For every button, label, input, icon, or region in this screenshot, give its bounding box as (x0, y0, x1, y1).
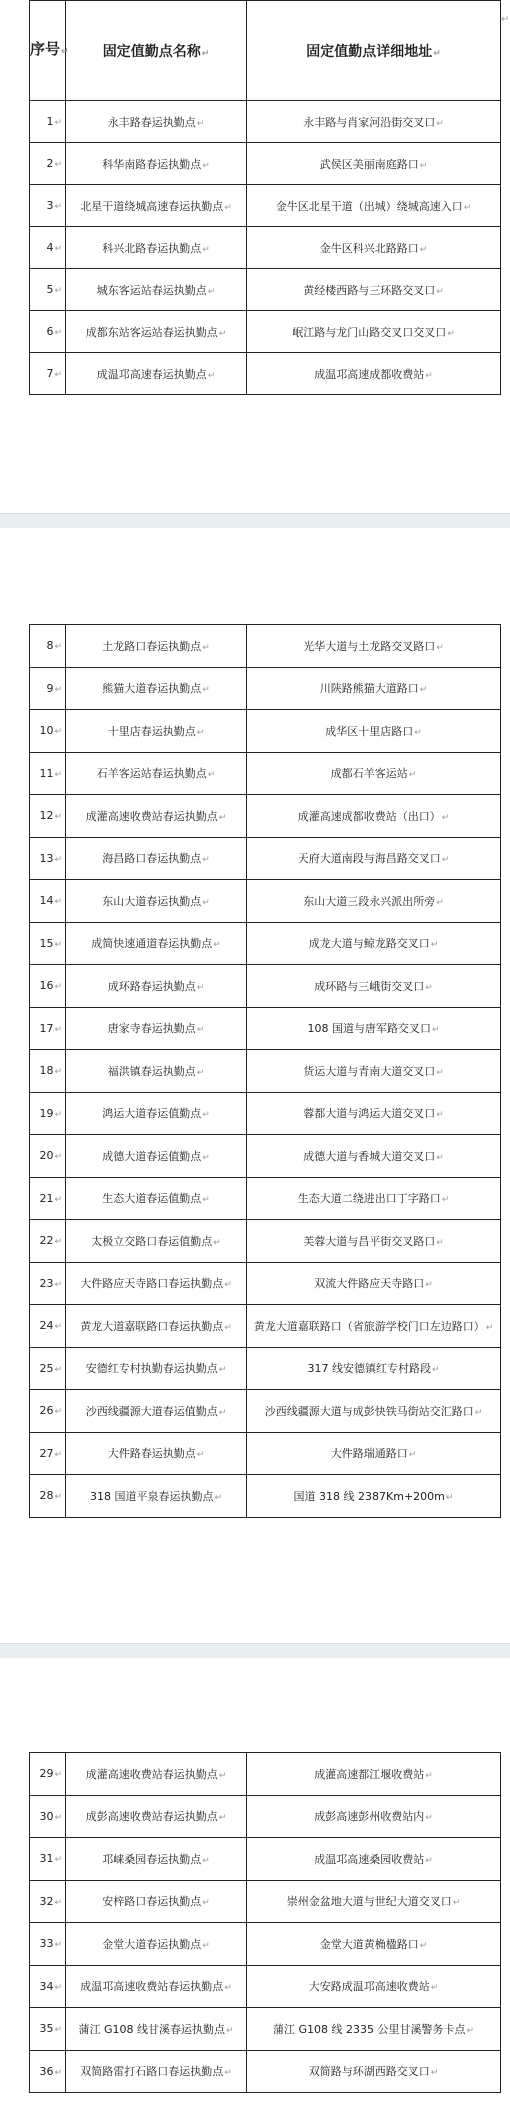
row-index: 17↵ (30, 1007, 66, 1050)
duty-point-address: 成彭高速彭州收费站内↵ (247, 1795, 501, 1838)
duty-point-name: 成温邛高速收费站春运执勤点↵ (66, 1965, 247, 2008)
header-index: 序号↵ (30, 1, 66, 101)
row-index: 11↵ (30, 752, 66, 795)
duty-point-address: 崇州金盆地大道与世纪大道交叉口↵ (247, 1880, 501, 1923)
table-row (30, 1262, 501, 1305)
duty-point-name: 成都东站客运站春运执勤点↵ (66, 311, 247, 353)
duty-point-name: 城东客运站春运执勤点↵ (66, 269, 247, 311)
row-index: 22↵ (30, 1220, 66, 1263)
row-index: 19↵ (30, 1092, 66, 1135)
row-index: 6↵ (30, 311, 66, 353)
duty-point-address: 蒲江 G108 线 2335 公里甘溪警务卡点↵ (247, 2008, 501, 2051)
duty-point-table-1 (29, 0, 501, 395)
duty-point-address: 货运大道与青南大道交叉口↵ (247, 1050, 501, 1093)
duty-point-name: 金堂大道春运执勤点↵ (66, 1923, 247, 1966)
table-row (30, 1177, 501, 1220)
duty-point-name: 318 国道平泉春运执勤点↵ (66, 1475, 247, 1518)
row-index: 24↵ (30, 1305, 66, 1348)
duty-point-name: 福洪镇春运执勤点↵ (66, 1050, 247, 1093)
table-row (30, 1923, 501, 1966)
table-row (30, 1092, 501, 1135)
duty-point-address: 大件路瑞通路口↵ (247, 1432, 501, 1475)
duty-point-address: 双流大件路应天寺路口↵ (247, 1262, 501, 1305)
duty-point-name: 东山大道春运执勤点↵ (66, 880, 247, 923)
row-index: 35↵ (30, 2008, 66, 2051)
duty-point-address: 黄龙大道嘉联路口（省旅游学校门口左边路口）↵ (247, 1305, 501, 1348)
paragraph-mark: ↵ (501, 14, 510, 25)
row-index: 15↵ (30, 922, 66, 965)
row-index: 7↵ (30, 353, 66, 395)
table-row (30, 1390, 501, 1433)
duty-point-table-3 (29, 1752, 501, 2093)
table-row (30, 101, 501, 143)
row-index: 25↵ (30, 1347, 66, 1390)
duty-point-name: 成德大道春运值勤点↵ (66, 1135, 247, 1178)
duty-point-address: 武侯区美丽南庭路口↵ (247, 143, 501, 185)
duty-point-address: 成德大道与香城大道交叉口↵ (247, 1135, 501, 1178)
row-index: 14↵ (30, 880, 66, 923)
duty-point-address: 岷江路与龙门山路交叉口交叉口↵ (247, 311, 501, 353)
table-row (30, 1347, 501, 1390)
duty-point-address: 金牛区科兴北路路口↵ (247, 227, 501, 269)
table-row (30, 922, 501, 965)
row-index: 3↵ (30, 185, 66, 227)
duty-point-name: 石羊客运站春运执勤点↵ (66, 752, 247, 795)
duty-point-name: 成灌高速收费站春运执勤点↵ (66, 795, 247, 838)
duty-point-address: 沙西线疆源大道与成彭快铁马街站交汇路口↵ (247, 1390, 501, 1433)
duty-point-name: 成温邛高速春运执勤点↵ (66, 353, 247, 395)
duty-point-address: 芙蓉大道与昌平街交叉路口↵ (247, 1220, 501, 1263)
header-name: 固定值勤点名称↵ (66, 1, 247, 101)
row-index: 26↵ (30, 1390, 66, 1433)
row-index: 2↵ (30, 143, 66, 185)
duty-point-address: 金牛区北星干道（出城）绕城高速入口↵ (247, 185, 501, 227)
row-index: 1↵ (30, 101, 66, 143)
table-row (30, 1432, 501, 1475)
table-row (30, 353, 501, 395)
row-index: 34↵ (30, 1965, 66, 2008)
duty-point-address: 永丰路与肖家河沿街交叉口↵ (247, 101, 501, 143)
row-index: 36↵ (30, 2050, 66, 2093)
duty-point-address: 108 国道与唐军路交叉口↵ (247, 1007, 501, 1050)
row-index: 23↵ (30, 1262, 66, 1305)
row-index: 18↵ (30, 1050, 66, 1093)
table-row (30, 880, 501, 923)
duty-point-address: 光华大道与土龙路交叉路口↵ (247, 625, 501, 668)
duty-point-address: 东山大道三段永兴派出所旁↵ (247, 880, 501, 923)
duty-point-address: 双简路与环湖西路交叉口↵ (247, 2050, 501, 2093)
duty-point-address: 成环路与三峨街交叉口↵ (247, 965, 501, 1008)
row-index: 4↵ (30, 227, 66, 269)
duty-point-name: 安德红专村执勤春运执勤点↵ (66, 1347, 247, 1390)
duty-point-address: 黄经楼西路与三环路交叉口↵ (247, 269, 501, 311)
row-index: 5↵ (30, 269, 66, 311)
duty-point-address: 成温邛高速桑园收费站↵ (247, 1838, 501, 1881)
row-index: 28↵ (30, 1475, 66, 1518)
duty-point-name: 太极立交路口春运值勤点↵ (66, 1220, 247, 1263)
table-row (30, 311, 501, 353)
duty-point-name: 熊猫大道春运执勤点↵ (66, 667, 247, 710)
duty-point-name: 成灌高速收费站春运执勤点↵ (66, 1753, 247, 1796)
table-row (30, 1050, 501, 1093)
duty-point-name: 成环路春运执勤点↵ (66, 965, 247, 1008)
duty-point-address: 成灌高速成都收费站（出口）↵ (247, 795, 501, 838)
duty-point-name: 邛崃桑园春运执勤点↵ (66, 1838, 247, 1881)
duty-point-name: 十里店春运执勤点↵ (66, 710, 247, 753)
table-row (30, 1007, 501, 1050)
duty-point-address: 成华区十里店路口↵ (247, 710, 501, 753)
duty-point-address: 金堂大道黄桷楹路口↵ (247, 1923, 501, 1966)
row-index: 29↵ (30, 1753, 66, 1796)
duty-point-name: 北星干道绕城高速春运执勤点↵ (66, 185, 247, 227)
duty-point-name: 科兴北路春运执勤点↵ (66, 227, 247, 269)
duty-point-name: 唐家寺春运执勤点↵ (66, 1007, 247, 1050)
table-row (30, 1795, 501, 1838)
table-row (30, 2008, 501, 2051)
table-row (30, 1475, 501, 1518)
table-row (30, 2050, 501, 2093)
table-row (30, 1880, 501, 1923)
duty-point-address: 蓉都大道与鸿运大道交叉口↵ (247, 1092, 501, 1135)
row-index: 8↵ (30, 625, 66, 668)
page-3 (0, 1658, 510, 2107)
duty-point-address: 成都石羊客运站↵ (247, 752, 501, 795)
duty-point-name: 大件路春运执勤点↵ (66, 1432, 247, 1475)
duty-point-address: 大安路成温邛高速收费站↵ (247, 1965, 501, 2008)
row-index: 31↵ (30, 1838, 66, 1881)
duty-point-name: 海昌路口春运执勤点↵ (66, 837, 247, 880)
table-row (30, 1838, 501, 1881)
table-row (30, 965, 501, 1008)
duty-point-name: 生态大道春运值勤点↵ (66, 1177, 247, 1220)
table-row (30, 625, 501, 668)
table-row (30, 1965, 501, 2008)
row-index: 33↵ (30, 1923, 66, 1966)
row-index: 12↵ (30, 795, 66, 838)
duty-point-name: 土龙路口春运执勤点↵ (66, 625, 247, 668)
page-gap (0, 1643, 510, 1659)
page-2 (0, 528, 510, 1643)
duty-point-name: 鸿运大道春运值勤点↵ (66, 1092, 247, 1135)
table-row (30, 710, 501, 753)
duty-point-address: 生态大道二绕进出口丁字路口↵ (247, 1177, 501, 1220)
duty-point-address: 成温邛高速成都收费站↵ (247, 353, 501, 395)
row-index: 27↵ (30, 1432, 66, 1475)
duty-point-name: 永丰路春运执勤点↵ (66, 101, 247, 143)
table-row (30, 795, 501, 838)
row-index: 9↵ (30, 667, 66, 710)
row-index: 21↵ (30, 1177, 66, 1220)
duty-point-address: 国道 318 线 2387Km+200m↵ (247, 1475, 501, 1518)
duty-point-name: 沙西线疆源大道春运值勤点↵ (66, 1390, 247, 1433)
table-row (30, 1220, 501, 1263)
duty-point-name: 双简路雷打石路口春运执勤点↵ (66, 2050, 247, 2093)
row-index: 30↵ (30, 1795, 66, 1838)
duty-point-name: 安梓路口春运执勤点↵ (66, 1880, 247, 1923)
duty-point-table-2 (29, 624, 501, 1518)
table-row (30, 1305, 501, 1348)
row-index: 32↵ (30, 1880, 66, 1923)
duty-point-address: 成灌高速都江堰收费站↵ (247, 1753, 501, 1796)
table-header-row (30, 1, 501, 101)
duty-point-address: 天府大道南段与海昌路交叉口↵ (247, 837, 501, 880)
duty-point-address: 成龙大道与鲸龙路交叉口↵ (247, 922, 501, 965)
duty-point-name: 科华南路春运执勤点↵ (66, 143, 247, 185)
table-row (30, 1135, 501, 1178)
duty-point-address: 317 线安德镇红专村路段↵ (247, 1347, 501, 1390)
duty-point-name: 黄龙大道嘉联路口春运执勤点↵ (66, 1305, 247, 1348)
duty-point-name: 蒲江 G108 线甘溪春运执勤点↵ (66, 2008, 247, 2051)
page-1 (0, 0, 510, 513)
table-row (30, 227, 501, 269)
row-index: 13↵ (30, 837, 66, 880)
table-row (30, 667, 501, 710)
page-gap (0, 513, 510, 529)
table-row (30, 1753, 501, 1796)
table-row (30, 269, 501, 311)
duty-point-name: 大件路应天寺路口春运执勤点↵ (66, 1262, 247, 1305)
header-address: 固定值勤点详细地址↵ (247, 1, 501, 101)
duty-point-address: 川陕路熊猫大道路口↵ (247, 667, 501, 710)
row-index: 16↵ (30, 965, 66, 1008)
table-row (30, 837, 501, 880)
duty-point-name: 成简快速通道春运执勤点↵ (66, 922, 247, 965)
table-row (30, 143, 501, 185)
table-row (30, 185, 501, 227)
row-index: 20↵ (30, 1135, 66, 1178)
row-index: 10↵ (30, 710, 66, 753)
table-row (30, 752, 501, 795)
duty-point-name: 成彭高速收费站春运执勤点↵ (66, 1795, 247, 1838)
